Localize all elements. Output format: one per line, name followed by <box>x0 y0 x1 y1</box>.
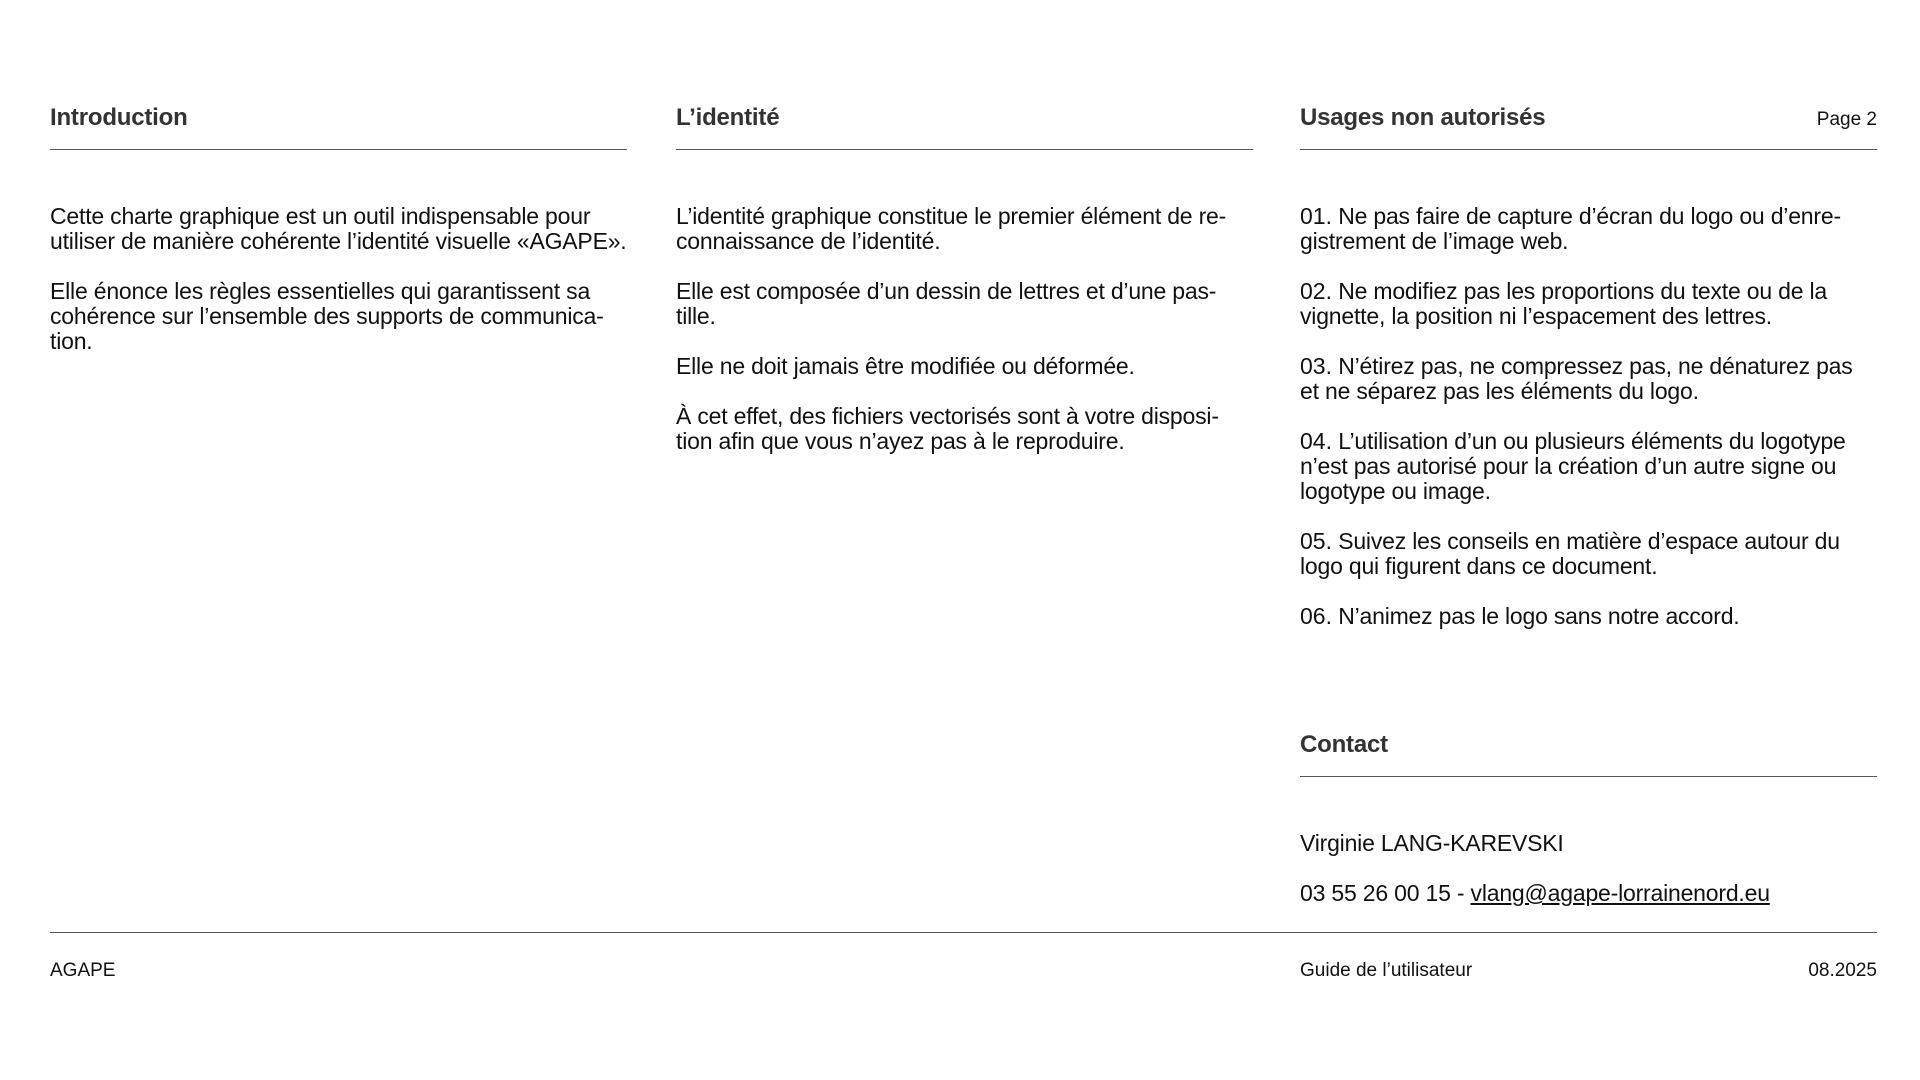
footer-document-title: Guide de l’utilisateur <box>1300 960 1473 981</box>
introduction-title: Introduction <box>50 104 188 131</box>
usage-item-number: 05. <box>1300 528 1332 554</box>
identity-header <box>676 100 1253 150</box>
identity-title: L’identité <box>676 104 780 131</box>
usage-item <box>1300 354 1877 404</box>
usages-list <box>1300 204 1877 629</box>
usage-item-number: 03. <box>1300 353 1332 379</box>
introduction-paragraph: Elle énonce les règles essentielles qui garantissent sa cohérence sur l’ensemble des supports de communica-tion. <box>50 278 604 354</box>
contact-phone: 03 55 26 00 15 - <box>1300 880 1465 906</box>
usage-item <box>1300 279 1877 329</box>
usage-item <box>1300 529 1877 579</box>
identity-paragraph: Elle ne doit jamais être modifiée ou déformée. <box>676 353 1135 379</box>
contact-email-link[interactable]: vlang@agape-lorrainenord.eu <box>1470 880 1770 906</box>
identity-paragraph: L’identité graphique constitue le premier élément de re-connaissance de l’identité. <box>676 203 1227 254</box>
usage-item-text: Ne pas faire de capture d’écran du logo ou d’enre-gistrement de l’image web. <box>1300 203 1841 254</box>
contact-name: Virginie LANG-KAREVSKI <box>1300 830 1564 856</box>
footer-brand: AGAPE <box>50 960 116 981</box>
usage-item-number: 04. <box>1300 428 1332 454</box>
footer-divider <box>50 932 1877 933</box>
usages-section <box>1300 100 1877 654</box>
contact-details <box>1300 881 1877 906</box>
introduction-section <box>50 100 627 379</box>
contact-section <box>1300 727 1877 931</box>
identity-paragraph: Elle est composée d’un dessin de lettres et d’une pas-tille. <box>676 278 1217 329</box>
usage-item-text: Suivez les conseils en matière d’espace autour du logo qui figurent dans ce document. <box>1300 528 1840 579</box>
usage-item-number: 01. <box>1300 203 1332 229</box>
usage-item <box>1300 604 1877 629</box>
usage-item <box>1300 204 1877 254</box>
introduction-header <box>50 100 627 150</box>
identity-paragraph: À cet effet, des fichiers vectorisés sont à votre disposi-tion afin que vous n’ayez pas à le reproduire. <box>676 403 1219 454</box>
usage-item-text: L’utilisation d’un ou plusieurs éléments du logotype n’est pas autorisé pour la création d’un autre signe ou logotype ou image. <box>1300 428 1846 504</box>
introduction-body <box>50 204 627 354</box>
identity-section <box>676 100 1253 479</box>
contact-body <box>1300 831 1877 906</box>
introduction-paragraph: Cette charte graphique est un outil indispensable pour utiliser de manière cohérente l’identité visuelle «AGAPE». <box>50 203 627 254</box>
identity-body <box>676 204 1253 454</box>
usages-title: Usages non autorisés <box>1300 104 1546 131</box>
usage-item-number: 02. <box>1300 278 1332 304</box>
usage-item-text: N’animez pas le logo sans notre accord. <box>1338 603 1740 629</box>
usage-item-text: N’étirez pas, ne compressez pas, ne dénaturez pas et ne séparez pas les éléments du logo. <box>1300 353 1853 404</box>
usage-item <box>1300 429 1877 504</box>
usage-item-number: 06. <box>1300 603 1332 629</box>
usage-item-text: Ne modifiez pas les proportions du texte ou de la vignette, la position ni l’espacement des lettres. <box>1300 278 1828 329</box>
contact-header <box>1300 727 1877 777</box>
contact-title: Contact <box>1300 731 1388 758</box>
footer-date: 08.2025 <box>1808 960 1877 981</box>
page-number: Page 2 <box>1816 109 1877 130</box>
usages-header <box>1300 100 1877 150</box>
